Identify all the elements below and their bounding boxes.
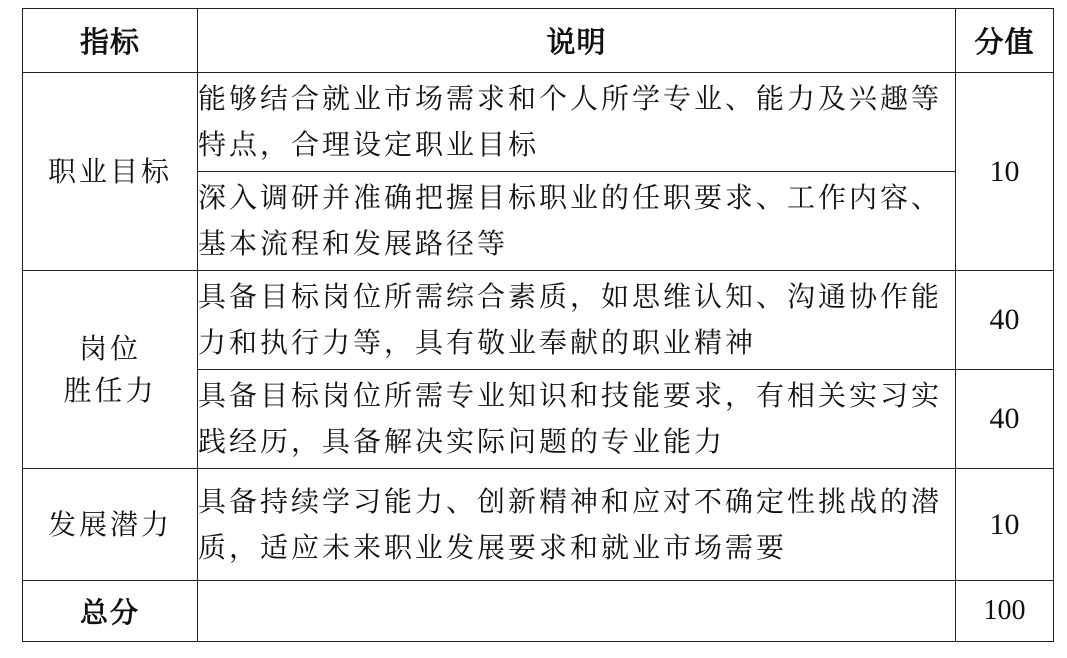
score-cell: 40 <box>956 271 1054 370</box>
table-row <box>23 73 1054 172</box>
total-label: 总分 <box>23 581 198 642</box>
indicator-job-competency <box>23 271 198 469</box>
description-cell: 能够结合就业市场需求和个人所学专业、能力及兴趣等特点，合理设定职业目标 <box>198 73 956 172</box>
header-indicator: 指标 <box>23 9 198 73</box>
indicator-development-potential <box>23 469 198 581</box>
description-cell: 具备目标岗位所需综合素质，如思维认知、沟通协作能力和执行力等，具有敬业奉献的职业精神 <box>198 271 956 370</box>
indicator-label: 胜任力 <box>63 373 157 407</box>
total-score: 100 <box>956 581 1054 642</box>
description-cell: 具备持续学习能力、创新精神和应对不确定性挑战的潜质，适应未来职业发展要求和就业市场需要 <box>198 469 956 581</box>
header-score: 分值 <box>956 9 1054 73</box>
description-cell: 深入调研并准确把握目标职业的任职要求、工作内容、基本流程和发展路径等 <box>198 172 956 271</box>
total-description <box>198 581 956 642</box>
header-description: 说明 <box>198 9 956 73</box>
total-row <box>23 581 1054 642</box>
header-row <box>23 9 1054 73</box>
indicator-label: 发展潜力 <box>47 507 172 541</box>
indicator-label: 职业目标 <box>47 154 172 188</box>
score-cell: 10 <box>956 469 1054 581</box>
score-cell: 10 <box>956 73 1054 271</box>
table-row <box>23 469 1054 581</box>
indicator-career-goal <box>23 73 198 271</box>
score-cell: 40 <box>956 370 1054 469</box>
description-cell: 具备目标岗位所需专业知识和技能要求，有相关实习实践经历，具备解决实际问题的专业能力 <box>198 370 956 469</box>
table-row <box>23 271 1054 370</box>
indicator-label: 岗位 <box>78 331 141 365</box>
scoring-table <box>22 8 1054 642</box>
